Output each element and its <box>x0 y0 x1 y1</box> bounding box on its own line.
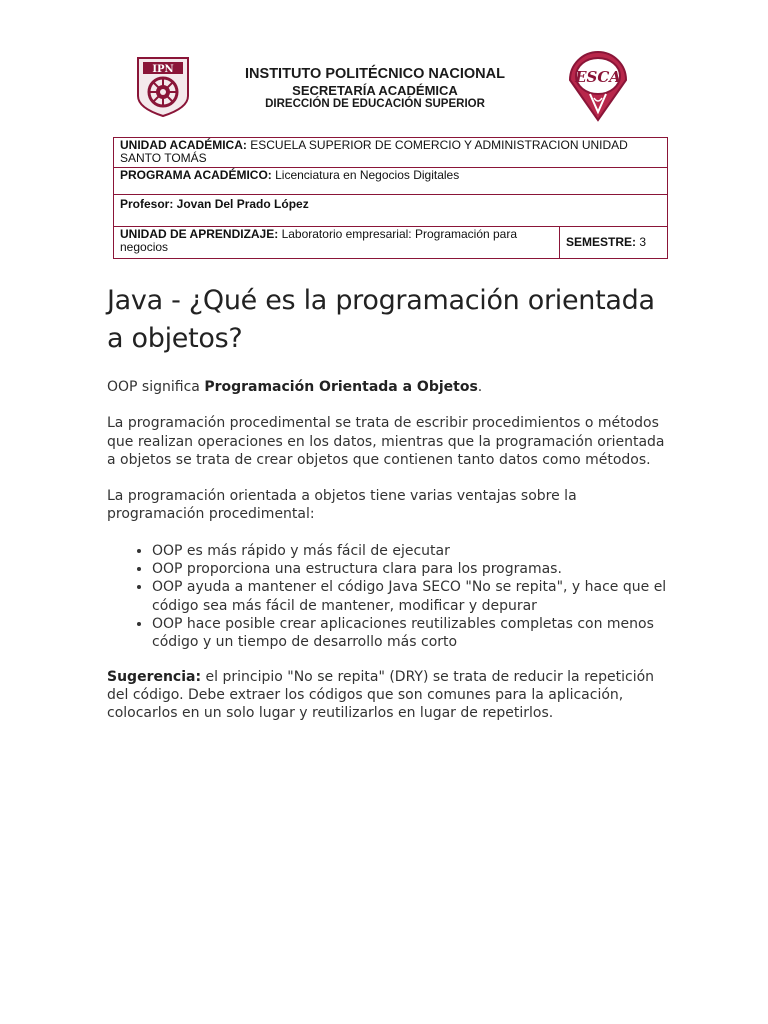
list-item: • OOP es más rápido y más fácil de ejecutar <box>152 542 667 560</box>
esca-logo-icon <box>566 50 630 122</box>
article-title: Java - ¿Qué es la programación orientada a objetos? <box>107 285 655 354</box>
direction-name: DIRECCIÓN DE EDUCACIÓN SUPERIOR <box>265 98 485 110</box>
list-item: • OOP proporciona una estructura clara para los programas. <box>152 560 667 578</box>
semester-cell <box>560 227 668 259</box>
tip-label: Sugerencia: <box>107 668 202 685</box>
table-row <box>114 227 668 259</box>
tip-text: el principio "No se repita" (DRY) se trata de reducir la repetición del código. Debe extraer los códigos que son comunes para la aplicación, colocarlos en un solo lugar y reutilizarlos en lugar de repetirlos. <box>107 668 655 722</box>
learning-unit-label: UNIDAD DE APRENDIZAJE: <box>120 227 279 241</box>
ipn-logo-icon <box>134 56 192 118</box>
learning-unit-cell <box>114 227 560 259</box>
semester-value: 3 <box>636 235 647 249</box>
academic-unit-cell <box>114 138 668 168</box>
course-info-table <box>113 137 668 259</box>
advantages-list <box>107 542 667 652</box>
advantages-intro: La programación orientada a objetos tiene varias ventajas sobre la programación procedimental: <box>107 488 577 523</box>
academic-unit-label: UNIDAD ACADÉMICA: <box>120 138 247 152</box>
academic-program-cell <box>114 168 668 195</box>
professor-name: Profesor: Jovan Del Prado López <box>120 197 309 211</box>
article-body <box>107 282 667 740</box>
academic-program-value: Licenciatura en Negocios Digitales <box>271 168 460 182</box>
tip-paragraph <box>107 668 667 723</box>
academic-unit-value: ESCUELA SUPERIOR DE COMERCIO Y ADMINISTRACION UNIDAD SANTO TOMÁS <box>120 138 628 165</box>
academic-program-label: PROGRAMA ACADÉMICO: <box>120 168 272 182</box>
learning-unit-value: Laboratorio empresarial: Programación para negocios <box>120 227 518 254</box>
semester-label: SEMESTRE: <box>566 235 637 249</box>
list-item: • OOP hace posible crear aplicaciones reutilizables completas con menos código y un tiempo de desarrollo más corto <box>152 615 667 652</box>
table-row <box>114 195 668 227</box>
institute-name: INSTITUTO POLITÉCNICO NACIONAL <box>245 66 505 82</box>
intro-prefix: OOP significa <box>107 379 205 395</box>
list-item: • OOP ayuda a mantener el código Java SECO "No se repita", y hace que el código sea más fácil de mantener, modificar y depurar <box>152 578 667 615</box>
table-row <box>114 138 668 168</box>
intro-bold: Programación Orientada a Objetos <box>204 379 478 395</box>
procedural-paragraph: La programación procedimental se trata de escribir procedimientos o métodos que realizan operaciones en los datos, mientras que la programación orientada a objetos se trata de crear objetos que contienen tanto datos como métodos. <box>107 415 665 468</box>
intro-suffix: . <box>477 379 483 395</box>
svg-text:IPN: IPN <box>152 64 174 75</box>
document-header <box>0 0 768 130</box>
esca-logo-text: ESCA <box>575 68 621 86</box>
table-row <box>114 168 668 195</box>
intro-paragraph <box>107 378 667 396</box>
secretariat-name: SECRETARÍA ACADÉMICA <box>292 83 458 98</box>
professor-cell <box>114 195 668 227</box>
